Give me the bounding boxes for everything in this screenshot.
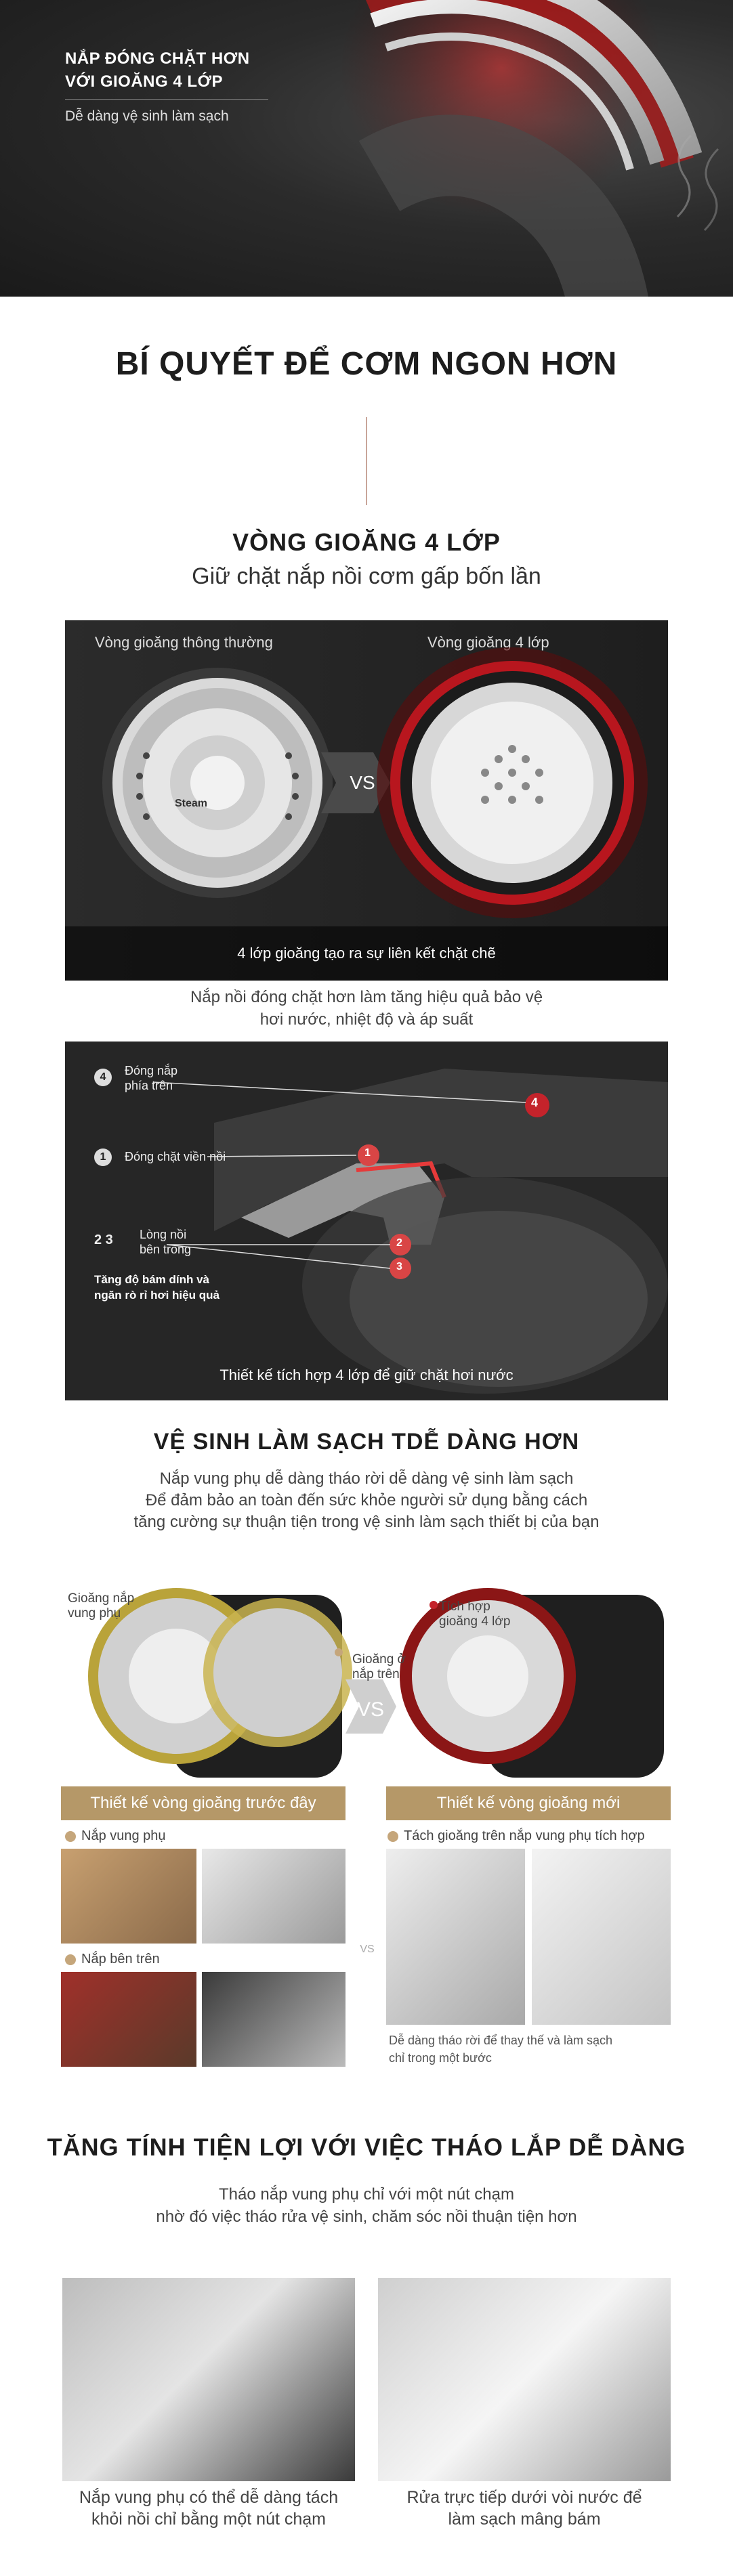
bullet-icon <box>388 1831 398 1842</box>
integrated-gasket-desc <box>389 2032 673 2067</box>
marker-1-number: 1 <box>94 1149 112 1166</box>
normal-gasket-label: Vòng gioăng thông thường <box>95 634 273 651</box>
new-design-caption: Thiết kế vòng gioăng mới <box>386 1786 671 1820</box>
vertical-divider <box>366 417 367 505</box>
label-upper-lid: Đóng nắp phía trên <box>125 1064 178 1092</box>
caption-rinse-line-2: làm sạch mâng bám <box>448 2510 601 2529</box>
section-heading-secret: BÍ QUYẾT ĐỂ CƠM NGON HƠN <box>115 346 618 382</box>
vs-label-small: VS <box>360 1944 375 1955</box>
diagram-marker-2: 2 <box>396 1237 402 1249</box>
integrated-gasket-label <box>388 1828 645 1844</box>
gasket-caption: 4 lớp gioăng tạo ra sự liên kết chặt chẽ <box>65 926 668 981</box>
diagram-marker-3: 3 <box>396 1261 402 1272</box>
caption-one-touch-line-2: khỏi nồi chỉ bằng một nút chạm <box>91 2510 327 2529</box>
diagram-marker-1: 1 <box>364 1147 371 1159</box>
cleaning-heading: VỆ SINH LÀM SẠCH TDỄ DÀNG HƠN <box>153 1429 580 1455</box>
gasket-desc-line-2: hơi nước, nhiệt độ và áp suất <box>259 1010 474 1029</box>
marker-4-number: 4 <box>94 1069 112 1086</box>
old-vs-new-illustration <box>54 1578 677 1788</box>
integrated-gasket-label-text: Tách gioăng trên nắp vung phụ tích hợp <box>404 1828 645 1843</box>
upper-lid-label <box>65 1952 160 1967</box>
old-label-upper-gasket: Gioăng ở nắp trên <box>352 1652 406 1681</box>
convenience-desc-line-2: nhờ đó việc tháo rửa vệ sinh, chăm sóc nồi thuận tiện hơn <box>156 2208 577 2226</box>
lid-logo-text: Steam <box>175 798 208 809</box>
convenience-description <box>0 2183 733 2228</box>
cross-section-panel <box>65 1042 668 1400</box>
sub-lid-label-text: Nắp vung phụ <box>81 1828 166 1843</box>
bullet-icon <box>65 1831 76 1842</box>
photo-rinse-under-tap <box>378 2278 671 2481</box>
hero-banner <box>0 0 733 297</box>
convenience-desc-line-1: Tháo nắp vung phụ chỉ với một nút chạm <box>219 2185 514 2204</box>
caption-rinse <box>378 2487 671 2530</box>
photo-upper-lid-1 <box>61 1972 196 2067</box>
sub-lid-label <box>65 1828 166 1844</box>
old-label-sub-lid-gasket: Gioăng nắp vung phụ <box>68 1591 135 1620</box>
convenience-heading: TĂNG TÍNH TIỆN LỢI VỚI VIỆC THÁO LẮP DỄ DÀNG <box>47 2133 686 2161</box>
caption-one-touch-line-1: Nắp vung phụ có thể dễ dàng tách <box>79 2488 339 2507</box>
4layer-gasket-label: Vòng gioăng 4 lớp <box>427 634 549 651</box>
vs-label-2: VS <box>356 1698 385 1721</box>
photo-upper-lid-2 <box>202 1972 345 2067</box>
label-rim-seal: Đóng chặt viền nồi <box>125 1150 226 1163</box>
caption-one-touch <box>62 2487 355 2530</box>
gasket-comparison-panel <box>65 620 668 981</box>
old-design-caption: Thiết kế vòng gioăng trước đây <box>61 1786 345 1820</box>
cleaning-description <box>0 1468 733 1533</box>
photo-gasket-removal-2 <box>532 1849 671 2025</box>
photo-sub-lid-1 <box>61 1849 196 1944</box>
upper-lid-label-text: Nắp bên trên <box>81 1952 160 1967</box>
cleaning-desc-line-1: Nắp vung phụ dễ dàng tháo rời dễ dàng vệ sinh làm sạch <box>159 1469 574 1488</box>
cleaning-desc-line-3: tăng cường sự thuận tiện trong vệ sinh làm sạch thiết bị của bạn <box>133 1513 600 1531</box>
integrated-desc-line-2: chỉ trong một bước <box>389 2051 492 2065</box>
diagram-marker-4: 4 <box>531 1096 539 1109</box>
photo-one-touch-removal <box>62 2278 355 2481</box>
hero-title <box>65 47 250 93</box>
vs-label: VS <box>350 772 375 793</box>
label-inner-pot: Lòng nồi bên trong <box>140 1228 192 1256</box>
hero-subtitle: Dễ dàng vệ sinh làm sạch <box>65 108 229 124</box>
cross-section-diagram <box>65 1042 668 1400</box>
marker-2-3: 2 3 <box>94 1232 113 1247</box>
integrated-desc-line-1: Dễ dàng tháo rời để thay thế và làm sạch <box>389 2034 612 2047</box>
hero-divider <box>65 99 268 100</box>
gasket-heading: VÒNG GIOĂNG 4 LỚP <box>232 528 501 556</box>
hero-title-line-2: VỚI GIOĂNG 4 LỚP <box>65 72 223 91</box>
marker-1-left <box>94 1149 112 1166</box>
adhesion-note: Tăng độ bám dính và ngăn rò rỉ hơi hiệu quả <box>94 1273 219 1302</box>
hero-gasket-illustration <box>325 0 733 297</box>
gasket-desc-line-1: Nắp nồi đóng chặt hơn làm tăng hiệu quả bảo vệ <box>190 988 543 1006</box>
new-label-integrated-gasket: Tích hợp gioăng 4 lớp <box>439 1600 511 1629</box>
marker-4-left <box>94 1069 112 1086</box>
diagram-caption: Thiết kế tích hợp 4 lớp để giữ chặt hơi nước <box>219 1367 514 1383</box>
cleaning-desc-line-2: Để đảm bảo an toàn đến sức khỏe người sử dụng bằng cách <box>145 1491 588 1509</box>
gasket-description <box>0 986 733 1031</box>
caption-rinse-line-1: Rửa trực tiếp dưới vòi nước để <box>406 2488 642 2507</box>
bullet-icon <box>65 1954 76 1965</box>
photo-gasket-removal-1 <box>386 1849 525 2025</box>
photo-sub-lid-2 <box>202 1849 345 1944</box>
hero-title-line-1: NẮP ĐÓNG CHẶT HƠN <box>65 49 250 68</box>
gasket-subheading: Giữ chặt nắp nồi cơm gấp bốn lần <box>192 563 541 589</box>
